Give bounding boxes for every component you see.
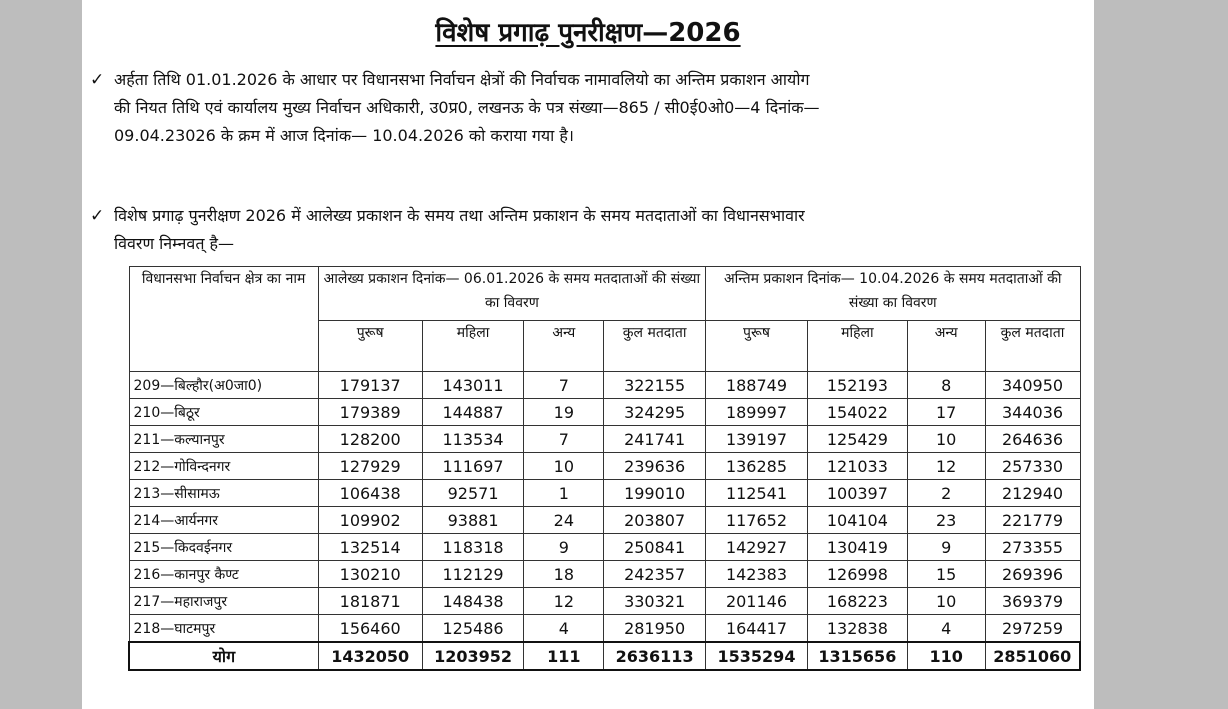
cell-final-male: 142383: [706, 561, 808, 588]
cell-draft-male: 181871: [318, 588, 422, 615]
subheader-draft-total: कुल मतदाता: [604, 321, 706, 372]
total-final-male: 1535294: [706, 642, 808, 670]
document-page: [82, 0, 1094, 709]
paragraph-1-line-1: अर्हता तिथि 01.01.2026 के आधार पर विधानसभा निर्वाचन क्षेत्रों की निर्वाचक नामावलियो का अन्तिम प्रकाशन आयोग: [114, 70, 810, 89]
cell-draft-total: 203807: [604, 507, 706, 534]
table-row: [129, 372, 1080, 399]
total-final-female: 1315656: [807, 642, 907, 670]
cell-draft-male: 156460: [318, 615, 422, 643]
cell-final-female: 100397: [807, 480, 907, 507]
paragraph-2: [90, 202, 1082, 258]
subheader-draft-female: महिला: [422, 321, 524, 372]
cell-draft-total: 330321: [604, 588, 706, 615]
table-row: [129, 453, 1080, 480]
table-row: [129, 588, 1080, 615]
cell-draft-total: 199010: [604, 480, 706, 507]
cell-final-male: 112541: [706, 480, 808, 507]
table-row: [129, 480, 1080, 507]
cell-draft-female: 93881: [422, 507, 524, 534]
cell-draft-other: 24: [524, 507, 604, 534]
header-constituency-name: विधानसभा निर्वाचन क्षेत्र का नाम: [129, 267, 318, 372]
cell-final-other: 4: [907, 615, 985, 643]
cell-final-other: 10: [907, 426, 985, 453]
cell-final-male: 201146: [706, 588, 808, 615]
cell-final-total: 340950: [985, 372, 1080, 399]
cell-draft-male: 132514: [318, 534, 422, 561]
cell-draft-total: 241741: [604, 426, 706, 453]
subheader-final-other: अन्य: [907, 321, 985, 372]
cell-final-female: 104104: [807, 507, 907, 534]
cell-final-total: 344036: [985, 399, 1080, 426]
cell-draft-other: 12: [524, 588, 604, 615]
total-label: योग: [129, 642, 318, 670]
cell-draft-total: 281950: [604, 615, 706, 643]
constituency-name: 217—महाराजपुर: [129, 588, 318, 615]
cell-draft-female: 143011: [422, 372, 524, 399]
cell-draft-male: 128200: [318, 426, 422, 453]
cell-final-other: 10: [907, 588, 985, 615]
page-title: [82, 16, 1094, 50]
cell-final-female: 168223: [807, 588, 907, 615]
cell-final-total: 273355: [985, 534, 1080, 561]
cell-draft-female: 125486: [422, 615, 524, 643]
cell-final-female: 126998: [807, 561, 907, 588]
cell-final-male: 188749: [706, 372, 808, 399]
title-text: विशेष प्रगाढ़ पुनरीक्षण—2026: [435, 18, 741, 48]
header-draft-publication: आलेख्य प्रकाशन दिनांक— 06.01.2026 के समय मतदाताओं की संख्या का विवरण: [318, 267, 705, 321]
cell-final-female: 154022: [807, 399, 907, 426]
cell-final-other: 17: [907, 399, 985, 426]
subheader-final-total: कुल मतदाता: [985, 321, 1080, 372]
cell-final-total: 369379: [985, 588, 1080, 615]
cell-draft-other: 7: [524, 426, 604, 453]
subheader-final-female: महिला: [807, 321, 907, 372]
paragraph-1: [90, 66, 1082, 150]
cell-final-other: 9: [907, 534, 985, 561]
cell-draft-male: 127929: [318, 453, 422, 480]
constituency-name: 218—घाटमपुर: [129, 615, 318, 643]
table-header-row: [129, 267, 1080, 321]
table-row: [129, 615, 1080, 643]
constituency-name: 214—आर्यनगर: [129, 507, 318, 534]
subheader-draft-male: पुरूष: [318, 321, 422, 372]
constituency-name: 209—बिल्हौर(अ0जा0): [129, 372, 318, 399]
table-row: [129, 534, 1080, 561]
cell-draft-total: 324295: [604, 399, 706, 426]
total-draft-other: 111: [524, 642, 604, 670]
cell-final-total: 269396: [985, 561, 1080, 588]
cell-final-male: 142927: [706, 534, 808, 561]
cell-final-other: 2: [907, 480, 985, 507]
cell-draft-other: 10: [524, 453, 604, 480]
checkmark-icon: ✓: [90, 206, 105, 226]
cell-draft-total: 322155: [604, 372, 706, 399]
cell-final-other: 23: [907, 507, 985, 534]
cell-final-female: 121033: [807, 453, 907, 480]
cell-draft-female: 112129: [422, 561, 524, 588]
total-final-total: 2851060: [985, 642, 1080, 670]
total-draft-male: 1432050: [318, 642, 422, 670]
cell-final-total: 264636: [985, 426, 1080, 453]
cell-draft-female: 111697: [422, 453, 524, 480]
cell-draft-female: 92571: [422, 480, 524, 507]
cell-final-male: 136285: [706, 453, 808, 480]
cell-draft-male: 109902: [318, 507, 422, 534]
table-row: [129, 426, 1080, 453]
cell-draft-other: 7: [524, 372, 604, 399]
constituency-name: 213—सीसामऊ: [129, 480, 318, 507]
cell-draft-other: 9: [524, 534, 604, 561]
constituency-name: 212—गोविन्दनगर: [129, 453, 318, 480]
cell-draft-female: 118318: [422, 534, 524, 561]
cell-draft-total: 239636: [604, 453, 706, 480]
header-final-publication: अन्तिम प्रकाशन दिनांक— 10.04.2026 के समय मतदाताओं की संख्या का विवरण: [706, 267, 1080, 321]
cell-final-female: 125429: [807, 426, 907, 453]
constituency-name: 211—कल्यानपुर: [129, 426, 318, 453]
paragraph-1-line-2: की नियत तिथि एवं कार्यालय मुख्य निर्वाचन अधिकारी, उ0प्र0, लखनऊ के पत्र संख्या—865 / सी0ई0ओ0—4 दिनांक—: [114, 98, 820, 117]
constituency-name: 215—किदवईनगर: [129, 534, 318, 561]
cell-draft-male: 130210: [318, 561, 422, 588]
cell-final-female: 152193: [807, 372, 907, 399]
table-total-row: [129, 642, 1080, 670]
cell-final-total: 257330: [985, 453, 1080, 480]
cell-draft-female: 113534: [422, 426, 524, 453]
paragraph-1-line-3: 09.04.23026 के क्रम में आज दिनांक— 10.04.2026 को कराया गया है।: [114, 126, 574, 145]
cell-draft-total: 242357: [604, 561, 706, 588]
cell-draft-other: 18: [524, 561, 604, 588]
total-final-other: 110: [907, 642, 985, 670]
subheader-final-male: पुरूष: [706, 321, 808, 372]
cell-draft-female: 148438: [422, 588, 524, 615]
subheader-draft-other: अन्य: [524, 321, 604, 372]
table-row: [129, 399, 1080, 426]
cell-draft-other: 4: [524, 615, 604, 643]
cell-draft-female: 144887: [422, 399, 524, 426]
cell-final-male: 189997: [706, 399, 808, 426]
cell-final-female: 132838: [807, 615, 907, 643]
paragraph-2-line-2: विवरण निम्नवत् है—: [114, 234, 235, 253]
checkmark-icon: ✓: [90, 70, 105, 90]
cell-draft-male: 179137: [318, 372, 422, 399]
total-draft-total: 2636113: [604, 642, 706, 670]
cell-final-female: 130419: [807, 534, 907, 561]
cell-final-total: 297259: [985, 615, 1080, 643]
cell-final-other: 8: [907, 372, 985, 399]
voter-table: [128, 266, 1081, 671]
cell-final-total: 221779: [985, 507, 1080, 534]
total-draft-female: 1203952: [422, 642, 524, 670]
cell-draft-total: 250841: [604, 534, 706, 561]
cell-final-other: 15: [907, 561, 985, 588]
constituency-name: 210—बिठूर: [129, 399, 318, 426]
cell-final-male: 139197: [706, 426, 808, 453]
cell-final-other: 12: [907, 453, 985, 480]
cell-draft-other: 1: [524, 480, 604, 507]
cell-final-male: 164417: [706, 615, 808, 643]
cell-final-total: 212940: [985, 480, 1080, 507]
cell-draft-male: 179389: [318, 399, 422, 426]
constituency-name: 216—कानपुर कैण्ट: [129, 561, 318, 588]
table-row: [129, 507, 1080, 534]
cell-draft-male: 106438: [318, 480, 422, 507]
cell-draft-other: 19: [524, 399, 604, 426]
cell-final-male: 117652: [706, 507, 808, 534]
paragraph-2-line-1: विशेष प्रगाढ़ पुनरीक्षण 2026 में आलेख्य प्रकाशन के समय तथा अन्तिम प्रकाशन के समय मतदाताओं का विधानसभावार: [114, 206, 805, 225]
table-row: [129, 561, 1080, 588]
